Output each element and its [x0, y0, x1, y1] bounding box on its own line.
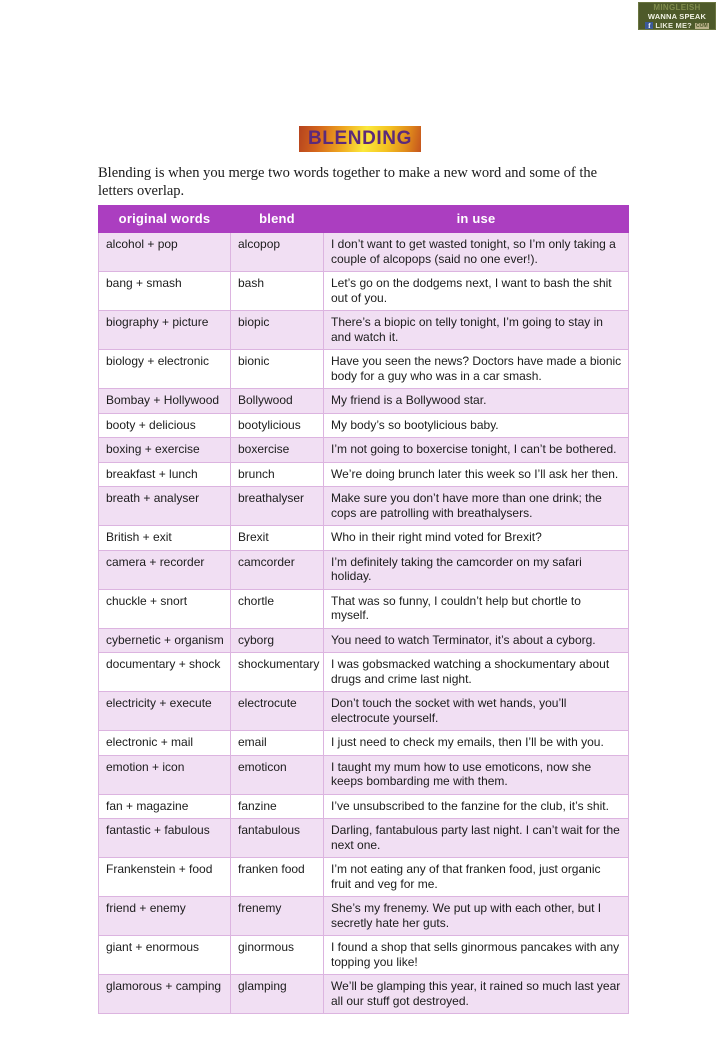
cell-blend: Brexit [231, 526, 324, 551]
cell-in-use: Make sure you don’t have more than one drink; the cops are patrolling with breathalysers. [324, 487, 629, 526]
table-row [99, 350, 629, 389]
table-row [99, 389, 629, 414]
table-header-row [99, 206, 629, 233]
table-row [99, 589, 629, 628]
table-row [99, 975, 629, 1014]
table-row [99, 550, 629, 589]
cell-original-words: biography + picture [99, 311, 231, 350]
cell-in-use: We’re doing brunch later this week so I’ll ask her then. [324, 462, 629, 487]
table-row [99, 462, 629, 487]
cell-blend: fanzine [231, 794, 324, 819]
blending-table-container [98, 205, 628, 1014]
cell-blend: bootylicious [231, 413, 324, 438]
cell-in-use: I don’t want to get wasted tonight, so I’m only taking a couple of alcopops (said no one ever!). [324, 233, 629, 272]
cell-original-words: bang + smash [99, 272, 231, 311]
cell-original-words: alcohol + pop [99, 233, 231, 272]
table-row [99, 731, 629, 756]
table-row [99, 692, 629, 731]
table-row [99, 628, 629, 653]
cell-in-use: I just need to check my emails, then I’ll be with you. [324, 731, 629, 756]
cell-blend: emoticon [231, 755, 324, 794]
cell-in-use: I’ve unsubscribed to the fanzine for the club, it’s shit. [324, 794, 629, 819]
cell-in-use: I’m not going to boxercise tonight, I can’t be bothered. [324, 438, 629, 463]
blending-table [98, 205, 629, 1014]
watermark-tagline-line1: WANNA SPEAK [647, 12, 707, 21]
column-header-in-use: in use [324, 206, 629, 233]
cell-in-use: I’m definitely taking the camcorder on my safari holiday. [324, 550, 629, 589]
cell-blend: biopic [231, 311, 324, 350]
cell-blend: chortle [231, 589, 324, 628]
column-header-original-words: original words [99, 206, 231, 233]
table-row [99, 653, 629, 692]
cell-blend: frenemy [231, 897, 324, 936]
cell-original-words: boxing + exercise [99, 438, 231, 463]
cell-blend: Bollywood [231, 389, 324, 414]
cell-original-words: friend + enemy [99, 897, 231, 936]
cell-in-use: That was so funny, I couldn’t help but chortle to myself. [324, 589, 629, 628]
cell-in-use: I was gobsmacked watching a shockumentary about drugs and crime last night. [324, 653, 629, 692]
cell-blend: franken food [231, 858, 324, 897]
table-row [99, 819, 629, 858]
cell-blend: electrocute [231, 692, 324, 731]
cell-in-use: I taught my mum how to use emoticons, now she keeps bombarding me with them. [324, 755, 629, 794]
cell-blend: email [231, 731, 324, 756]
table-row [99, 272, 629, 311]
page-title-container [0, 126, 720, 152]
cell-original-words: documentary + shock [99, 653, 231, 692]
cell-original-words: giant + enormous [99, 936, 231, 975]
cell-blend: cyborg [231, 628, 324, 653]
cell-original-words: chuckle + snort [99, 589, 231, 628]
watermark-tagline-line2: LIKE ME? [655, 21, 692, 30]
table-row [99, 233, 629, 272]
cell-blend: ginormous [231, 936, 324, 975]
table-row [99, 897, 629, 936]
table-row [99, 487, 629, 526]
table-row [99, 858, 629, 897]
cell-in-use: I found a shop that sells ginormous pancakes with any topping you like! [324, 936, 629, 975]
cell-blend: glamping [231, 975, 324, 1014]
cell-in-use: Darling, fantabulous party last night. I can’t wait for the next one. [324, 819, 629, 858]
table-header [99, 206, 629, 233]
watermark-tagline-row [645, 22, 708, 30]
cell-original-words: biology + electronic [99, 350, 231, 389]
cell-blend: alcopop [231, 233, 324, 272]
cell-blend: breathalyser [231, 487, 324, 526]
cell-original-words: glamorous + camping [99, 975, 231, 1014]
cell-original-words: electricity + execute [99, 692, 231, 731]
table-body [99, 233, 629, 1014]
table-row [99, 794, 629, 819]
cell-in-use: You need to watch Terminator, it’s about a cyborg. [324, 628, 629, 653]
facebook-icon: f [645, 22, 653, 30]
cell-blend: shockumentary [231, 653, 324, 692]
cell-blend: brunch [231, 462, 324, 487]
mingleish-watermark-logo [638, 2, 716, 30]
table-row [99, 755, 629, 794]
cell-in-use: She’s my frenemy. We put up with each other, but I secretly hate her guts. [324, 897, 629, 936]
cell-original-words: fantastic + fabulous [99, 819, 231, 858]
cell-in-use: We’ll be glamping this year, it rained so much last year all our stuff got destroyed. [324, 975, 629, 1014]
cell-blend: fantabulous [231, 819, 324, 858]
table-row [99, 438, 629, 463]
column-header-blend: blend [231, 206, 324, 233]
cell-original-words: breakfast + lunch [99, 462, 231, 487]
watermark-brand-text: MINGLEISH [653, 3, 701, 12]
table-row [99, 526, 629, 551]
cell-in-use: There’s a biopic on telly tonight, I’m going to stay in and watch it. [324, 311, 629, 350]
cell-in-use: I’m not eating any of that franken food, just organic fruit and veg for me. [324, 858, 629, 897]
intro-paragraph: Blending is when you merge two words together to make a new word and some of the letters overlap. [98, 165, 598, 199]
cell-in-use: Let’s go on the dodgems next, I want to bash the shit out of you. [324, 272, 629, 311]
cell-original-words: Frankenstein + food [99, 858, 231, 897]
cell-blend: boxercise [231, 438, 324, 463]
cell-blend: bionic [231, 350, 324, 389]
page-title: BLENDING [299, 126, 421, 152]
cell-blend: camcorder [231, 550, 324, 589]
cell-original-words: British + exit [99, 526, 231, 551]
cell-original-words: electronic + mail [99, 731, 231, 756]
watermark-domain-chip: COM [695, 23, 708, 29]
cell-blend: bash [231, 272, 324, 311]
cell-original-words: emotion + icon [99, 755, 231, 794]
cell-original-words: cybernetic + organism [99, 628, 231, 653]
cell-in-use: Don’t touch the socket with wet hands, you’ll electrocute yourself. [324, 692, 629, 731]
cell-in-use: Have you seen the news? Doctors have made a bionic body for a guy who was in a car smash. [324, 350, 629, 389]
cell-original-words: camera + recorder [99, 550, 231, 589]
cell-original-words: booty + delicious [99, 413, 231, 438]
cell-in-use: My friend is a Bollywood star. [324, 389, 629, 414]
cell-original-words: breath + analyser [99, 487, 231, 526]
cell-in-use: My body’s so bootylicious baby. [324, 413, 629, 438]
cell-original-words: fan + magazine [99, 794, 231, 819]
cell-in-use: Who in their right mind voted for Brexit? [324, 526, 629, 551]
table-row [99, 413, 629, 438]
cell-original-words: Bombay + Hollywood [99, 389, 231, 414]
table-row [99, 936, 629, 975]
table-row [99, 311, 629, 350]
